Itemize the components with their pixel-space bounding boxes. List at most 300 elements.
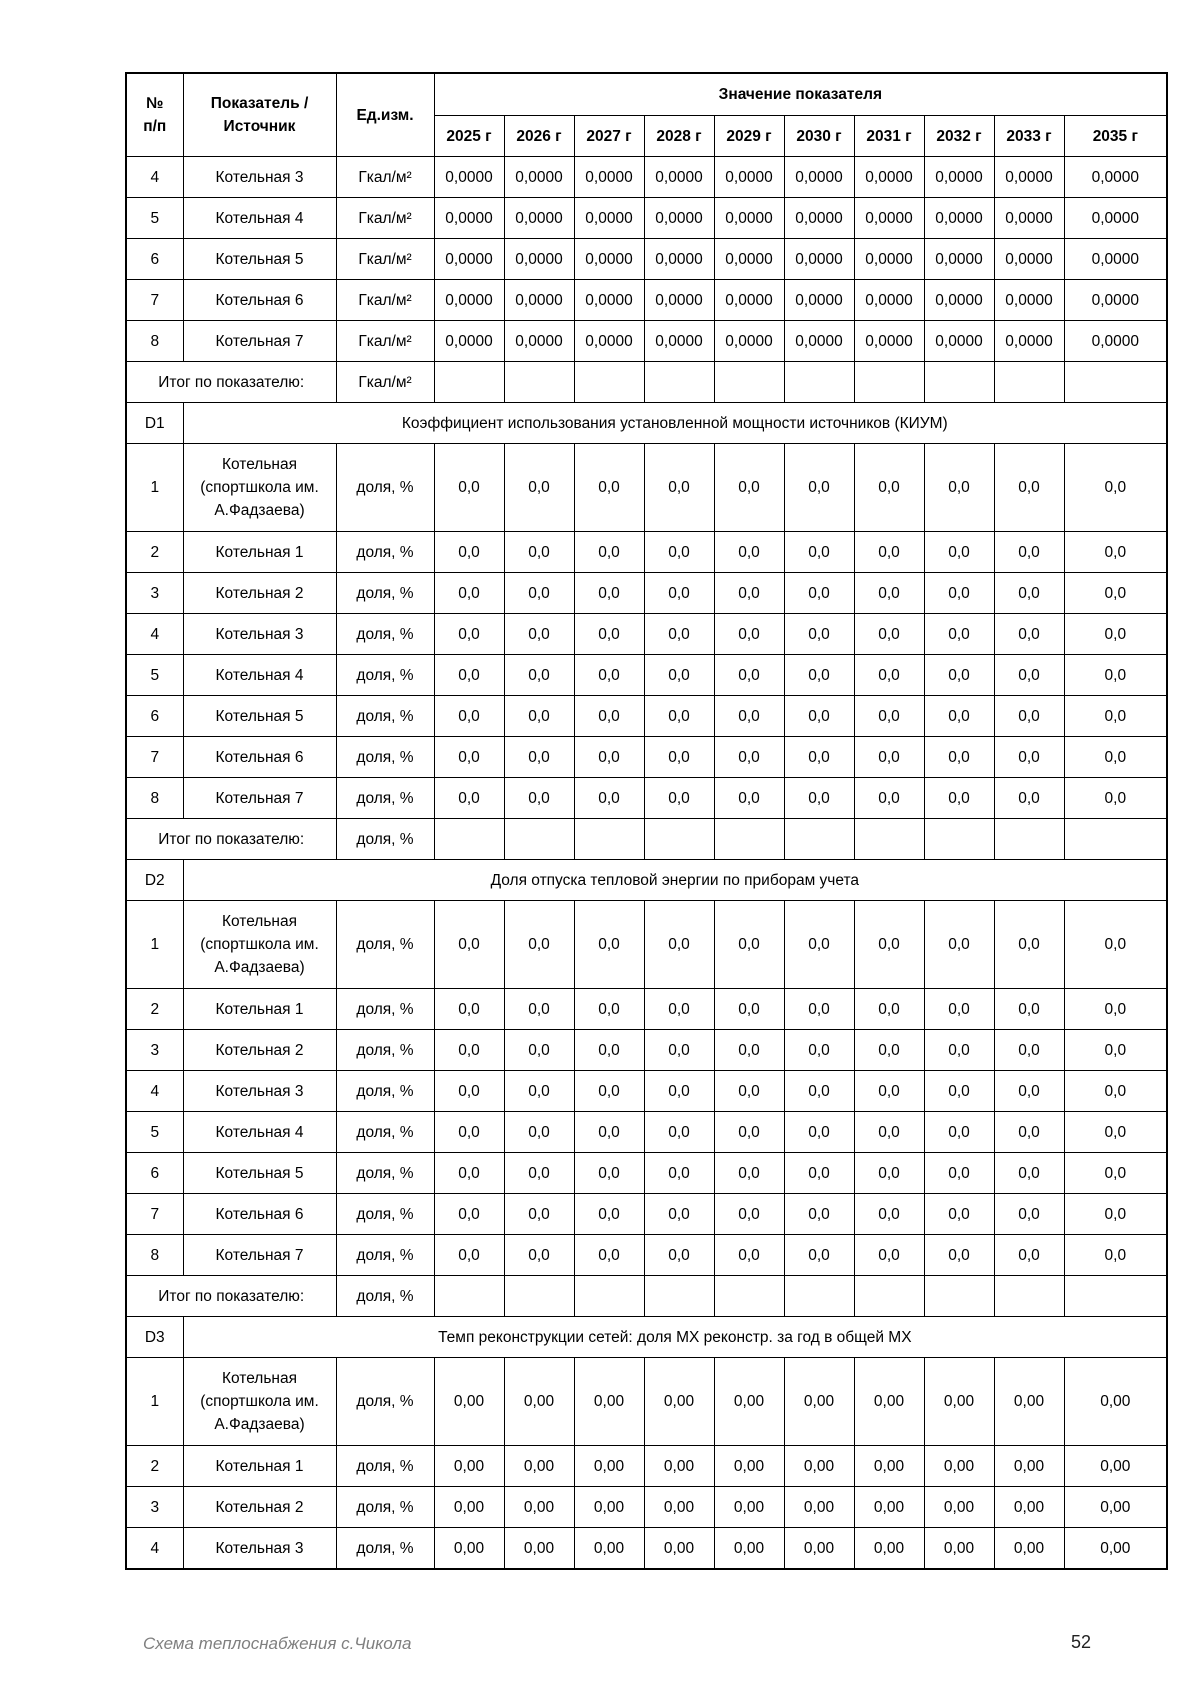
value-cell: 0,0000 <box>574 198 644 239</box>
value-cell: 0,0000 <box>924 321 994 362</box>
source-name: Котельная 1 <box>183 532 336 573</box>
value-cell: 0,0 <box>994 655 1064 696</box>
row-number: 5 <box>126 655 183 696</box>
value-cell: 0,0 <box>854 989 924 1030</box>
value-cell: 0,00 <box>434 1446 504 1487</box>
value-cell: 0,0000 <box>434 157 504 198</box>
unit-cell: доля, % <box>336 444 434 532</box>
header-year: 2031 г <box>854 116 924 157</box>
value-cell: 0,00 <box>924 1487 994 1528</box>
row-number: 6 <box>126 1153 183 1194</box>
section-title: Доля отпуска тепловой энергии по приборам учета <box>183 860 1167 901</box>
total-value-cell <box>924 819 994 860</box>
section-title: Коэффициент использования установленной мощности источников (КИУМ) <box>183 403 1167 444</box>
value-cell: 0,0 <box>924 1112 994 1153</box>
value-cell: 0,00 <box>574 1487 644 1528</box>
value-cell: 0,0000 <box>994 198 1064 239</box>
value-cell: 0,0000 <box>644 239 714 280</box>
value-cell: 0,0 <box>504 1194 574 1235</box>
value-cell: 0,00 <box>784 1358 854 1446</box>
value-cell: 0,0 <box>714 1112 784 1153</box>
section-row <box>126 403 1167 444</box>
value-cell: 0,0 <box>784 778 854 819</box>
source-name: Котельная 6 <box>183 1194 336 1235</box>
unit-cell: Гкал/м² <box>336 198 434 239</box>
row-number: 8 <box>126 778 183 819</box>
value-cell: 0,0000 <box>434 239 504 280</box>
value-cell: 0,0 <box>994 778 1064 819</box>
unit-cell: доля, % <box>336 614 434 655</box>
value-cell: 0,0 <box>854 901 924 989</box>
value-cell: 0,0 <box>574 444 644 532</box>
value-cell: 0,0 <box>924 532 994 573</box>
table-row <box>126 1153 1167 1194</box>
header-year: 2026 г <box>504 116 574 157</box>
value-cell: 0,0000 <box>504 198 574 239</box>
value-cell: 0,0000 <box>1064 198 1167 239</box>
value-cell: 0,0 <box>994 532 1064 573</box>
value-cell: 0,0 <box>504 1030 574 1071</box>
header-num: № п/п <box>126 73 183 157</box>
value-cell: 0,0 <box>714 1153 784 1194</box>
value-cell: 0,0 <box>1064 989 1167 1030</box>
section-code: D3 <box>126 1317 183 1358</box>
value-cell: 0,0000 <box>574 321 644 362</box>
table-row <box>126 157 1167 198</box>
table-row <box>126 573 1167 614</box>
value-cell: 0,0000 <box>784 198 854 239</box>
total-value-cell <box>714 819 784 860</box>
total-unit: доля, % <box>336 819 434 860</box>
value-cell: 0,0 <box>784 696 854 737</box>
value-cell: 0,0000 <box>504 280 574 321</box>
value-cell: 0,0 <box>504 444 574 532</box>
row-number: 4 <box>126 1528 183 1570</box>
unit-cell: доля, % <box>336 655 434 696</box>
value-cell: 0,0 <box>644 778 714 819</box>
total-value-cell <box>434 1276 504 1317</box>
value-cell: 0,0 <box>574 1071 644 1112</box>
value-cell: 0,00 <box>434 1487 504 1528</box>
value-cell: 0,0 <box>434 696 504 737</box>
value-cell: 0,0 <box>854 1235 924 1276</box>
value-cell: 0,0 <box>504 696 574 737</box>
value-cell: 0,0000 <box>714 157 784 198</box>
table-row <box>126 321 1167 362</box>
table-row <box>126 696 1167 737</box>
value-cell: 0,0 <box>994 1030 1064 1071</box>
footer-doc-title: Схема теплоснабжения с.Чикола <box>143 1634 412 1653</box>
value-cell: 0,0 <box>784 1071 854 1112</box>
value-cell: 0,0 <box>1064 614 1167 655</box>
value-cell: 0,0 <box>574 737 644 778</box>
source-name: Котельная 4 <box>183 655 336 696</box>
value-cell: 0,0 <box>714 444 784 532</box>
value-cell: 0,0 <box>714 989 784 1030</box>
header-year: 2025 г <box>434 116 504 157</box>
value-cell: 0,00 <box>504 1358 574 1446</box>
table-row <box>126 1358 1167 1446</box>
value-cell: 0,0 <box>434 444 504 532</box>
total-value-cell <box>434 362 504 403</box>
row-number: 8 <box>126 321 183 362</box>
value-cell: 0,0 <box>854 737 924 778</box>
unit-cell: доля, % <box>336 989 434 1030</box>
value-cell: 0,0000 <box>854 321 924 362</box>
value-cell: 0,0 <box>574 1112 644 1153</box>
value-cell: 0,0 <box>434 655 504 696</box>
value-cell: 0,00 <box>714 1358 784 1446</box>
value-cell: 0,0 <box>784 1153 854 1194</box>
value-cell: 0,0 <box>924 989 994 1030</box>
value-cell: 0,0 <box>714 655 784 696</box>
unit-cell: доля, % <box>336 532 434 573</box>
row-number: 1 <box>126 1358 183 1446</box>
value-cell: 0,00 <box>784 1446 854 1487</box>
value-cell: 0,0 <box>994 901 1064 989</box>
value-cell: 0,0 <box>434 1235 504 1276</box>
value-cell: 0,00 <box>854 1528 924 1570</box>
footer-page-number: 52 <box>1071 1632 1092 1652</box>
total-label: Итог по показателю: <box>126 819 336 860</box>
value-cell: 0,0 <box>504 1153 574 1194</box>
value-cell: 0,0 <box>994 444 1064 532</box>
value-cell: 0,0 <box>854 1071 924 1112</box>
value-cell: 0,0 <box>434 532 504 573</box>
total-value-cell <box>1064 819 1167 860</box>
value-cell: 0,00 <box>504 1528 574 1570</box>
value-cell: 0,0 <box>644 989 714 1030</box>
value-cell: 0,0000 <box>924 280 994 321</box>
total-value-cell <box>1064 362 1167 403</box>
value-cell: 0,0 <box>924 696 994 737</box>
header-year: 2029 г <box>714 116 784 157</box>
value-cell: 0,0 <box>924 1030 994 1071</box>
row-number: 2 <box>126 989 183 1030</box>
value-cell: 0,0 <box>574 1194 644 1235</box>
value-cell: 0,0 <box>994 1112 1064 1153</box>
value-cell: 0,0000 <box>644 157 714 198</box>
value-cell: 0,0 <box>644 1153 714 1194</box>
value-cell: 0,0 <box>1064 1194 1167 1235</box>
value-cell: 0,0 <box>574 1235 644 1276</box>
source-name: Котельная 3 <box>183 1071 336 1112</box>
value-cell: 0,0 <box>714 1235 784 1276</box>
total-value-cell <box>504 819 574 860</box>
value-cell: 0,0 <box>574 989 644 1030</box>
value-cell: 0,0 <box>1064 696 1167 737</box>
value-cell: 0,0 <box>504 1071 574 1112</box>
header-indicator: Показатель / Источник <box>183 73 336 157</box>
total-label: Итог по показателю: <box>126 1276 336 1317</box>
value-cell: 0,0 <box>434 1153 504 1194</box>
value-cell: 0,00 <box>784 1487 854 1528</box>
value-cell: 0,0 <box>504 737 574 778</box>
value-cell: 0,0 <box>504 1235 574 1276</box>
total-value-cell <box>644 1276 714 1317</box>
value-cell: 0,0 <box>504 532 574 573</box>
value-cell: 0,0000 <box>574 280 644 321</box>
value-cell: 0,0000 <box>924 198 994 239</box>
table-row <box>126 1446 1167 1487</box>
value-cell: 0,0 <box>994 696 1064 737</box>
section-code: D2 <box>126 860 183 901</box>
table-row <box>126 1194 1167 1235</box>
table-row <box>126 614 1167 655</box>
value-cell: 0,0 <box>924 1235 994 1276</box>
table-row <box>126 778 1167 819</box>
value-cell: 0,0 <box>994 573 1064 614</box>
value-cell: 0,0 <box>854 532 924 573</box>
source-name: Котельная 4 <box>183 1112 336 1153</box>
value-cell: 0,00 <box>644 1487 714 1528</box>
value-cell: 0,00 <box>994 1358 1064 1446</box>
source-name: Котельная (спортшкола им. А.Фадзаева) <box>183 901 336 989</box>
row-number: 6 <box>126 239 183 280</box>
unit-cell: Гкал/м² <box>336 280 434 321</box>
value-cell: 0,0 <box>784 1235 854 1276</box>
row-number: 2 <box>126 532 183 573</box>
total-value-cell <box>924 1276 994 1317</box>
table-row <box>126 1528 1167 1570</box>
value-cell: 0,0 <box>854 1112 924 1153</box>
value-cell: 0,0 <box>504 573 574 614</box>
value-cell: 0,0 <box>714 1194 784 1235</box>
source-name: Котельная 3 <box>183 157 336 198</box>
table-row <box>126 239 1167 280</box>
source-name: Котельная 1 <box>183 989 336 1030</box>
value-cell: 0,0 <box>854 655 924 696</box>
value-cell: 0,0 <box>924 778 994 819</box>
value-cell: 0,00 <box>574 1528 644 1570</box>
header-year: 2027 г <box>574 116 644 157</box>
table-row <box>126 655 1167 696</box>
table-row <box>126 1235 1167 1276</box>
value-cell: 0,0 <box>434 1112 504 1153</box>
source-name: Котельная 7 <box>183 778 336 819</box>
value-cell: 0,0 <box>854 696 924 737</box>
header-unit: Ед.изм. <box>336 73 434 157</box>
value-cell: 0,0 <box>574 573 644 614</box>
source-name: Котельная 3 <box>183 1528 336 1570</box>
value-cell: 0,0 <box>1064 444 1167 532</box>
value-cell: 0,0000 <box>854 198 924 239</box>
value-cell: 0,0000 <box>1064 157 1167 198</box>
value-cell: 0,0 <box>574 696 644 737</box>
unit-cell: доля, % <box>336 1358 434 1446</box>
row-number: 4 <box>126 157 183 198</box>
row-number: 1 <box>126 444 183 532</box>
value-cell: 0,00 <box>784 1528 854 1570</box>
value-cell: 0,0 <box>644 532 714 573</box>
value-cell: 0,0 <box>434 778 504 819</box>
value-cell: 0,0 <box>1064 1030 1167 1071</box>
section-title: Темп реконструкции сетей: доля МХ реконстр. за год в общей МХ <box>183 1317 1167 1358</box>
value-cell: 0,0 <box>714 1030 784 1071</box>
section-row <box>126 860 1167 901</box>
value-cell: 0,0000 <box>714 321 784 362</box>
source-name: Котельная 7 <box>183 321 336 362</box>
value-cell: 0,0 <box>644 1030 714 1071</box>
value-cell: 0,0 <box>434 901 504 989</box>
row-number: 6 <box>126 696 183 737</box>
row-number: 7 <box>126 737 183 778</box>
value-cell: 0,0 <box>714 573 784 614</box>
value-cell: 0,0 <box>784 444 854 532</box>
value-cell: 0,0 <box>924 1194 994 1235</box>
value-cell: 0,00 <box>1064 1487 1167 1528</box>
total-value-cell <box>924 362 994 403</box>
value-cell: 0,0 <box>434 737 504 778</box>
value-cell: 0,0 <box>854 614 924 655</box>
value-cell: 0,0 <box>1064 1235 1167 1276</box>
value-cell: 0,0000 <box>714 280 784 321</box>
total-unit: Гкал/м² <box>336 362 434 403</box>
value-cell: 0,0 <box>574 901 644 989</box>
value-cell: 0,0000 <box>504 157 574 198</box>
value-cell: 0,00 <box>924 1446 994 1487</box>
value-cell: 0,0 <box>994 1153 1064 1194</box>
unit-cell: Гкал/м² <box>336 157 434 198</box>
table-row <box>126 1071 1167 1112</box>
value-cell: 0,00 <box>994 1446 1064 1487</box>
value-cell: 0,0 <box>574 532 644 573</box>
value-cell: 0,0 <box>784 1112 854 1153</box>
source-name: Котельная (спортшкола им. А.Фадзаева) <box>183 1358 336 1446</box>
row-number: 7 <box>126 1194 183 1235</box>
source-name: Котельная 6 <box>183 280 336 321</box>
value-cell: 0,0 <box>854 1030 924 1071</box>
header-year: 2030 г <box>784 116 854 157</box>
value-cell: 0,0000 <box>1064 280 1167 321</box>
total-value-cell <box>504 1276 574 1317</box>
value-cell: 0,00 <box>924 1528 994 1570</box>
value-cell: 0,0 <box>784 614 854 655</box>
unit-cell: доля, % <box>336 1112 434 1153</box>
table-row <box>126 901 1167 989</box>
row-number: 8 <box>126 1235 183 1276</box>
value-cell: 0,0 <box>1064 532 1167 573</box>
value-cell: 0,0 <box>644 696 714 737</box>
header-year: 2028 г <box>644 116 714 157</box>
unit-cell: Гкал/м² <box>336 239 434 280</box>
value-cell: 0,0000 <box>434 321 504 362</box>
total-value-cell <box>504 362 574 403</box>
value-cell: 0,0 <box>924 614 994 655</box>
source-name: Котельная 4 <box>183 198 336 239</box>
value-cell: 0,0 <box>574 1153 644 1194</box>
total-value-cell <box>574 1276 644 1317</box>
source-name: Котельная 5 <box>183 696 336 737</box>
value-cell: 0,0 <box>714 1071 784 1112</box>
value-cell: 0,0 <box>504 614 574 655</box>
total-value-cell <box>994 362 1064 403</box>
value-cell: 0,0 <box>434 989 504 1030</box>
value-cell: 0,0 <box>1064 737 1167 778</box>
value-cell: 0,0 <box>714 778 784 819</box>
total-value-cell <box>644 362 714 403</box>
value-cell: 0,0000 <box>784 280 854 321</box>
header-values-title: Значение показателя <box>434 73 1167 116</box>
total-value-cell <box>854 819 924 860</box>
value-cell: 0,00 <box>644 1446 714 1487</box>
value-cell: 0,0 <box>1064 1153 1167 1194</box>
total-value-cell <box>784 362 854 403</box>
value-cell: 0,0000 <box>574 157 644 198</box>
value-cell: 0,0 <box>504 778 574 819</box>
row-number: 3 <box>126 1487 183 1528</box>
value-cell: 0,0 <box>714 696 784 737</box>
value-cell: 0,0 <box>1064 655 1167 696</box>
row-number: 4 <box>126 1071 183 1112</box>
unit-cell: доля, % <box>336 1071 434 1112</box>
value-cell: 0,0 <box>854 778 924 819</box>
total-label: Итог по показателю: <box>126 362 336 403</box>
value-cell: 0,0 <box>714 901 784 989</box>
total-value-cell <box>434 819 504 860</box>
table-row <box>126 532 1167 573</box>
source-name: Котельная 2 <box>183 1487 336 1528</box>
source-name: Котельная 5 <box>183 1153 336 1194</box>
value-cell: 0,0 <box>854 1194 924 1235</box>
total-row <box>126 362 1167 403</box>
value-cell: 0,0 <box>434 1071 504 1112</box>
header-year: 2035 г <box>1064 116 1167 157</box>
value-cell: 0,0000 <box>854 280 924 321</box>
value-cell: 0,0 <box>924 737 994 778</box>
total-value-cell <box>714 362 784 403</box>
value-cell: 0,00 <box>994 1528 1064 1570</box>
value-cell: 0,0 <box>644 1194 714 1235</box>
table-row <box>126 989 1167 1030</box>
section-row <box>126 1317 1167 1358</box>
value-cell: 0,00 <box>924 1358 994 1446</box>
source-name: Котельная 2 <box>183 573 336 614</box>
value-cell: 0,0 <box>994 1194 1064 1235</box>
value-cell: 0,0000 <box>504 321 574 362</box>
table-row <box>126 1030 1167 1071</box>
section-code: D1 <box>126 403 183 444</box>
header-year: 2033 г <box>994 116 1064 157</box>
unit-cell: доля, % <box>336 737 434 778</box>
value-cell: 0,00 <box>1064 1446 1167 1487</box>
row-number: 5 <box>126 1112 183 1153</box>
source-name: Котельная 5 <box>183 239 336 280</box>
total-value-cell <box>574 362 644 403</box>
source-name: Котельная 1 <box>183 1446 336 1487</box>
source-name: Котельная 3 <box>183 614 336 655</box>
value-cell: 0,0 <box>504 989 574 1030</box>
value-cell: 0,0 <box>574 1030 644 1071</box>
unit-cell: доля, % <box>336 1030 434 1071</box>
value-cell: 0,0000 <box>714 198 784 239</box>
unit-cell: доля, % <box>336 696 434 737</box>
value-cell: 0,0000 <box>434 198 504 239</box>
value-cell: 0,00 <box>994 1487 1064 1528</box>
value-cell: 0,0000 <box>994 239 1064 280</box>
value-cell: 0,0 <box>784 532 854 573</box>
value-cell: 0,0 <box>784 989 854 1030</box>
value-cell: 0,00 <box>854 1446 924 1487</box>
source-name: Котельная 6 <box>183 737 336 778</box>
value-cell: 0,0 <box>504 1112 574 1153</box>
value-cell: 0,0000 <box>504 239 574 280</box>
value-cell: 0,0 <box>784 737 854 778</box>
value-cell: 0,0 <box>1064 778 1167 819</box>
value-cell: 0,0000 <box>994 280 1064 321</box>
indicator-table <box>125 72 1168 1570</box>
value-cell: 0,0 <box>854 573 924 614</box>
